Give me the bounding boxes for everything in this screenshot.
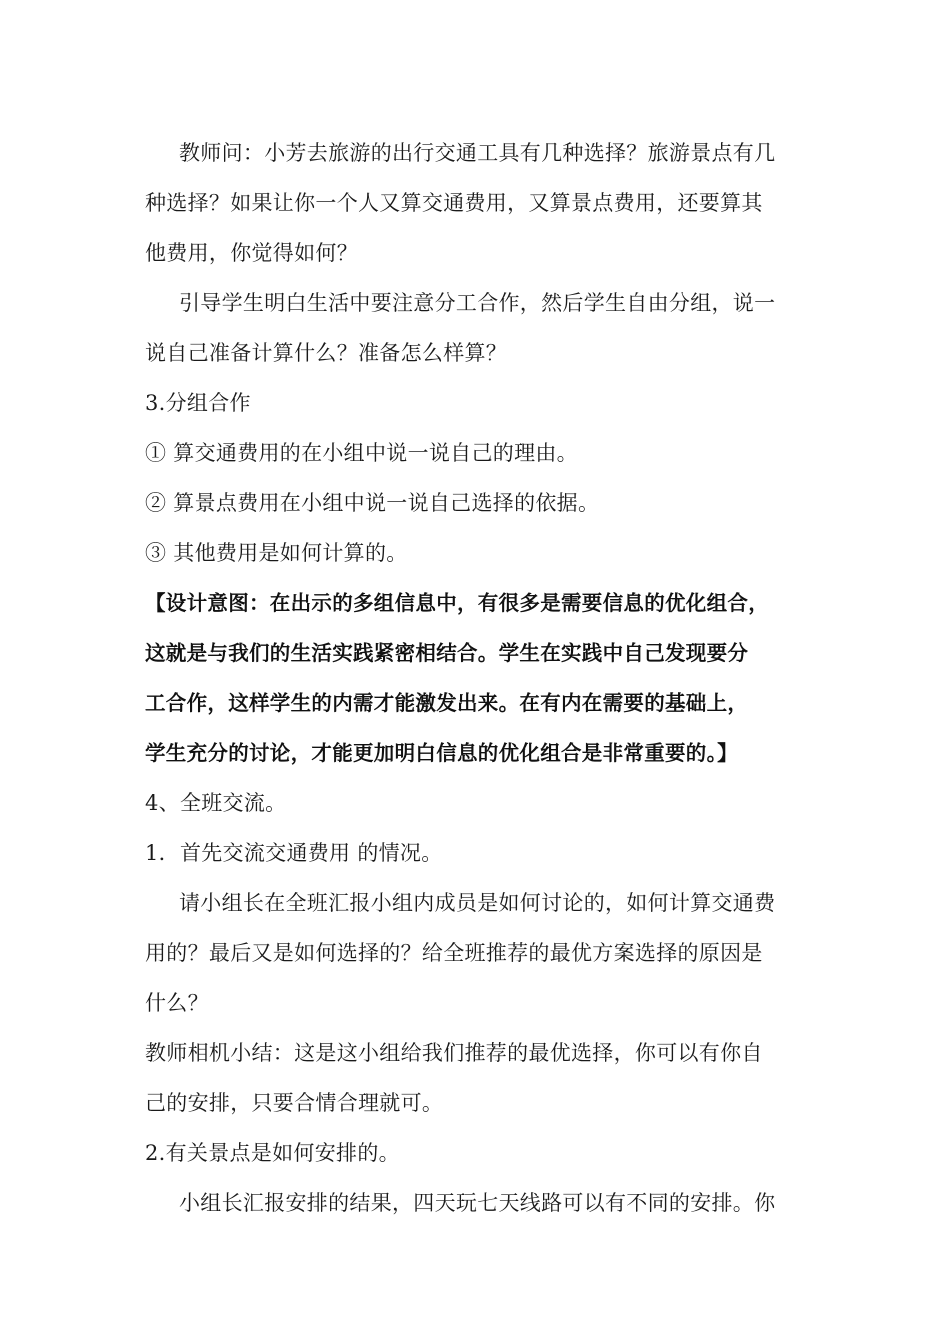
text-line: ③ 其他费用是如何计算的。 <box>145 541 408 565</box>
text-line: 说自己准备计算什么？准备怎么样算？ <box>145 341 508 365</box>
text-line: 什么？ <box>145 991 209 1015</box>
text-line: 己的安排，只要合情合理就可。 <box>145 1091 444 1115</box>
design-intent-line: 【设计意图：在出示的多组信息中，有很多是需要信息的优化组合， <box>145 591 769 615</box>
document-page <box>145 128 815 1228</box>
design-intent-line: 工合作，这样学生的内需才能激发出来。在有内在需要的基础上， <box>145 691 749 715</box>
text-line: ② 算景点费用在小组中说一说自己选择的依据。 <box>145 491 600 515</box>
text-line: 4、全班交流。 <box>145 791 287 815</box>
text-line: 引导学生明白生活中要注意分工合作，然后学生自由分组，说一 <box>179 291 776 315</box>
text-line: 种选择？如果让你一个人又算交通费用，又算景点费用，还要算其 <box>145 191 763 215</box>
text-line: 教师问：小芳去旅游的出行交通工具有几种选择？旅游景点有几 <box>179 141 776 165</box>
design-intent-line: 学生充分的讨论，才能更加明白信息的优化组合是非常重要的。】 <box>145 741 738 765</box>
text-line: 2.有关景点是如何安排的。 <box>145 1141 400 1165</box>
design-intent-line: 这就是与我们的生活实践紧密相结合。学生在实践中自己发现要分 <box>145 641 749 665</box>
text-line: 他费用，你觉得如何？ <box>145 241 358 265</box>
text-line: 用的？最后又是如何选择的？给全班推荐的最优方案选择的原因是 <box>145 941 763 965</box>
text-line: ① 算交通费用的在小组中说一说自己的理由。 <box>145 441 578 465</box>
text-line: 请小组长在全班汇报小组内成员是如何讨论的，如何计算交通费 <box>179 891 776 915</box>
text-line: 3.分组合作 <box>145 391 251 415</box>
text-line: 1．首先交流交通费用 的情况。 <box>145 841 443 865</box>
text-line: 教师相机小结：这是这小组给我们推荐的最优选择，你可以有你自 <box>145 1041 763 1065</box>
text-line: 小组长汇报安排的结果，四天玩七天线路可以有不同的安排。你 <box>179 1191 776 1215</box>
